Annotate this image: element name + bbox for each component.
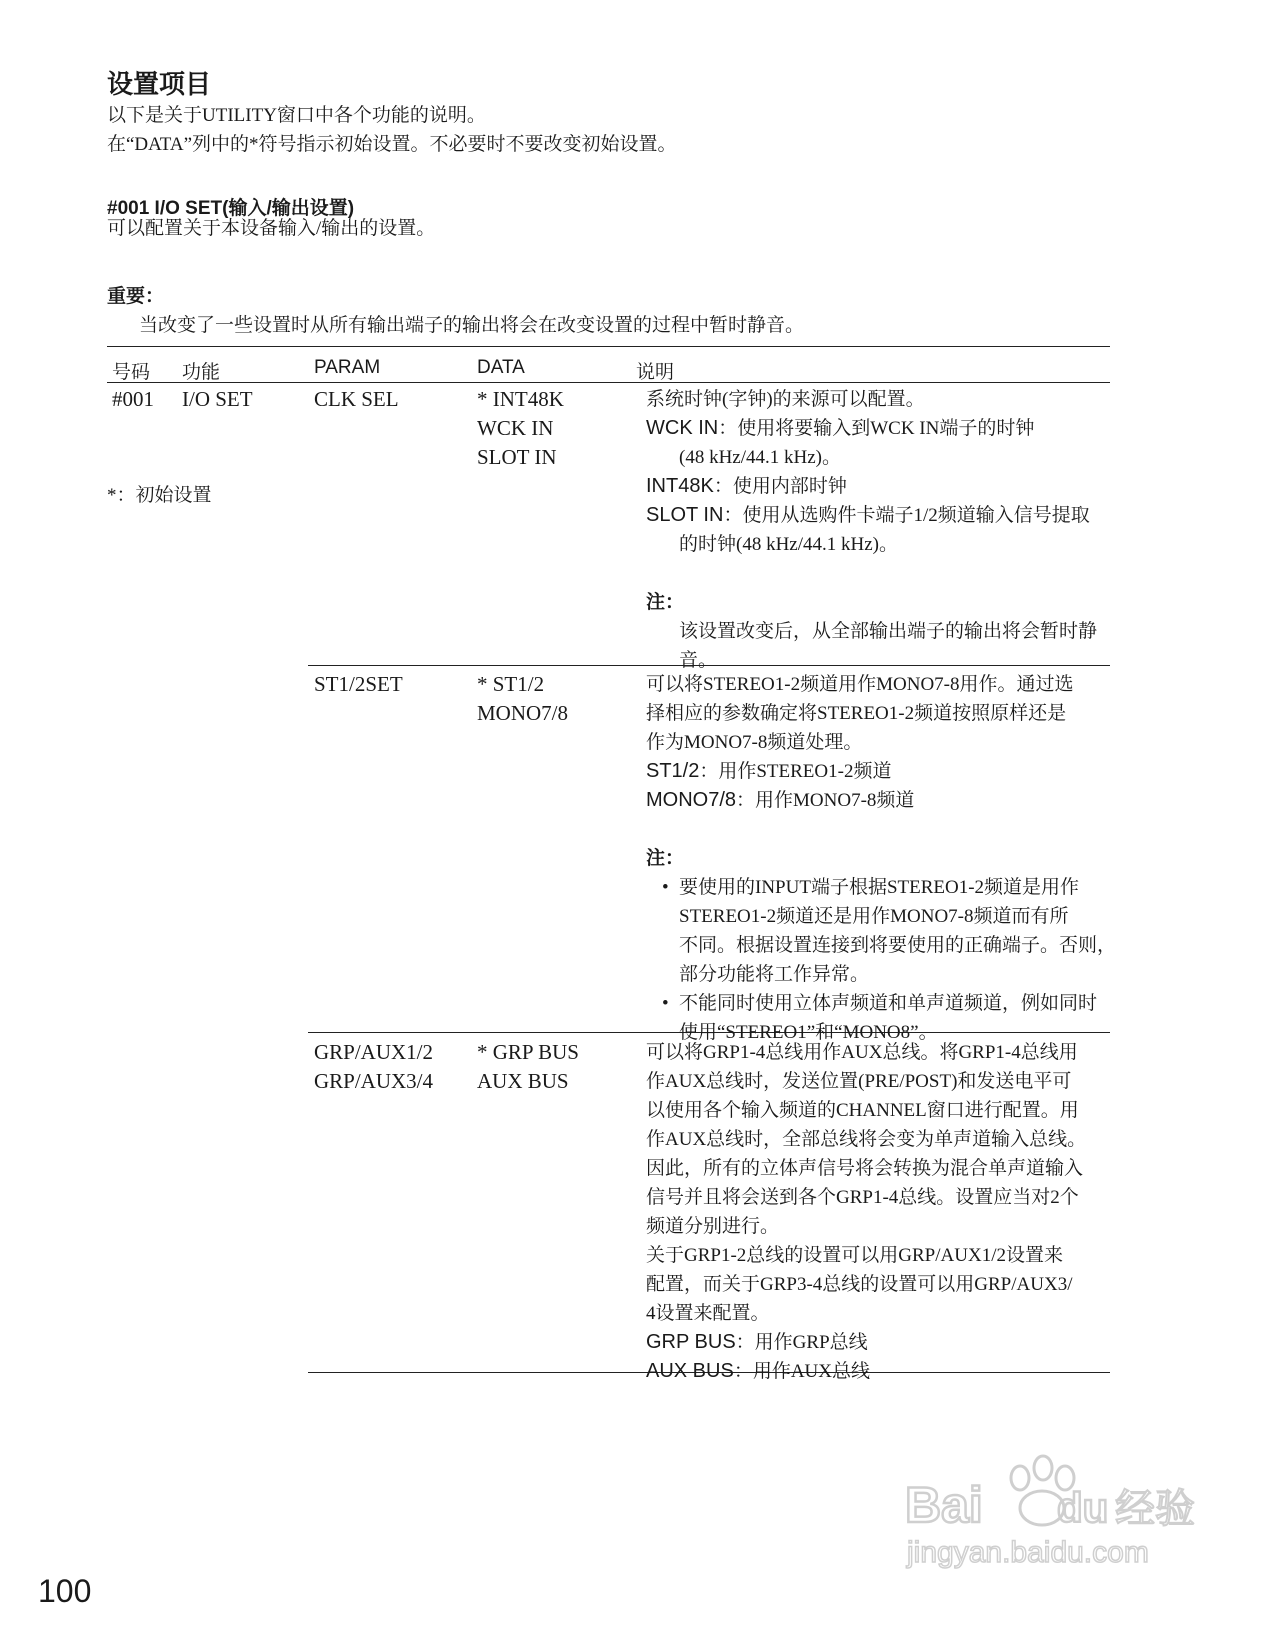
header-number: 号码 (112, 362, 151, 383)
description-line (646, 1357, 1166, 1386)
table-top-rule (107, 346, 1110, 347)
note-label: 注： (646, 592, 685, 613)
header-description: 说明 (636, 362, 675, 383)
option-text: ：用作AUX总线 (733, 1361, 870, 1382)
description-line: 的时钟(48 kHz/44.1 kHz)。 (679, 534, 898, 555)
data-cell (477, 1038, 579, 1096)
option-text: ：使用内部时钟 (713, 476, 847, 497)
page-title: 设置项目 (107, 69, 212, 99)
param-cell (314, 670, 403, 699)
function-name: I/O SET (182, 387, 253, 411)
note-text: 使用“STEREO1”和“MONO8”。 (679, 1022, 938, 1043)
param-value: ST1/2SET (314, 672, 403, 696)
intro-line-2: 在“DATA”列中的*符号指示初始设置。不必要时不要改变初始设置。 (107, 134, 677, 155)
data-value: MONO7/8 (477, 701, 569, 725)
description-line: 可以将GRP1-4总线用作AUX总线。将GRP1-4总线用 (646, 1042, 1078, 1063)
table-header-rule (107, 382, 1110, 383)
description-line (646, 414, 1166, 443)
option-key: GRP BUS (646, 1331, 736, 1353)
data-value: * INT48K (477, 387, 564, 411)
description-line: 系统时钟(字钟)的来源可以配置。 (646, 389, 925, 410)
function-number: #001 (112, 387, 154, 411)
header-param: PARAM (314, 357, 381, 378)
data-cell (477, 670, 568, 728)
svg-text:jingyan.baidu.com: jingyan.baidu.com (907, 1536, 1149, 1569)
initial-setting-note: *：初始设置 (107, 485, 212, 506)
note-bullet-item (646, 873, 1166, 989)
option-key: WCK IN (646, 417, 719, 439)
svg-text:经验: 经验 (1115, 1486, 1195, 1532)
description-line: 以使用各个输入频道的CHANNEL窗口进行配置。用 (646, 1100, 1079, 1121)
param-value: CLK SEL (314, 387, 399, 411)
section-title: #001 I/O SET(输入/输出设置) (107, 198, 355, 219)
param-value: GRP/AUX1/2 (314, 1040, 434, 1064)
note-label: 注： (646, 848, 685, 869)
data-cell (477, 385, 564, 472)
description-line: 配置，而关于GRP3-4总线的设置可以用GRP/AUX3/ (646, 1274, 1073, 1295)
page-number: 100 (38, 1573, 92, 1609)
param-cell (314, 1038, 433, 1096)
description-line: (48 kHz/44.1 kHz)。 (679, 447, 841, 468)
data-value: AUX BUS (477, 1069, 569, 1093)
description-line: 因此，所有的立体声信号将会转换为混合单声道输入 (646, 1158, 1084, 1179)
data-value: * GRP BUS (477, 1040, 579, 1064)
description-line: 关于GRP1-2总线的设置可以用GRP/AUX1/2设置来 (646, 1245, 1063, 1266)
description-cell (646, 385, 1166, 675)
svg-text:Bai: Bai (905, 1477, 983, 1533)
description-line: 作AUX总线时，全部总线将会变为单声道输入总线。 (646, 1129, 1087, 1150)
note-text: STEREO1-2频道还是用作MONO7-8频道而有所 (679, 906, 1069, 927)
description-line (646, 1328, 1166, 1357)
description-line (646, 757, 1166, 786)
description-line: 可以将STEREO1-2频道用作MONO7-8用作。通过选 (646, 674, 1074, 695)
option-key: ST1/2 (646, 760, 700, 782)
description-line: 4设置来配置。 (646, 1303, 770, 1324)
param-value: GRP/AUX3/4 (314, 1069, 434, 1093)
data-value: SLOT IN (477, 445, 557, 469)
note-text: 音。 (679, 650, 718, 671)
description-line (646, 501, 1166, 530)
svg-text:du: du (1057, 1484, 1109, 1531)
description-line: 信号并且将会送到各个GRP1-4总线。设置应当对2个 (646, 1187, 1079, 1208)
intro-line-1: 以下是关于UTILITY窗口中各个功能的说明。 (107, 105, 486, 126)
note-text: 部分功能将工作异常。 (679, 964, 870, 985)
header-data: DATA (477, 357, 525, 378)
option-key: INT48K (646, 475, 714, 497)
header-function: 功能 (182, 362, 221, 383)
description-line (646, 472, 1166, 501)
description-line: 作AUX总线时，发送位置(PRE/POST)和发送电平可 (646, 1071, 1072, 1092)
important-text: 当改变了一些设置时从所有输出端子的输出将会在改变设置的过程中暂时静音。 (139, 315, 805, 336)
option-text: ：使用从选购件卡端子1/2频道输入信号提取 (723, 505, 1090, 526)
option-key: AUX BUS (646, 1360, 734, 1382)
section-description: 可以配置关于本设备输入/输出的设置。 (107, 218, 436, 239)
note-text: 不能同时使用立体声频道和单声道频道，例如同时 (679, 993, 1098, 1014)
description-cell (646, 1038, 1166, 1386)
param-cell (314, 385, 399, 414)
data-value: WCK IN (477, 416, 554, 440)
description-line: 择相应的参数确定将STEREO1-2频道按照原样还是 (646, 703, 1067, 724)
note-text: 要使用的INPUT端子根据STEREO1-2频道是用作 (679, 877, 1080, 898)
bullet-icon: • (662, 877, 669, 898)
description-cell (646, 670, 1166, 1047)
note-text: 该设置改变后，从全部输出端子的输出将会暂时静 (679, 621, 1098, 642)
option-text: ：使用将要输入到WCK IN端子的时钟 (718, 418, 1035, 439)
important-label: 重要： (107, 286, 165, 307)
note-text: 不同。根据设置连接到将要使用的正确端子。否则， (679, 935, 1117, 956)
option-text: ：用作STEREO1-2频道 (699, 761, 892, 782)
option-key: MONO7/8 (646, 789, 737, 811)
description-line: 作为MONO7-8频道处理。 (646, 732, 863, 753)
baidu-watermark-logo (905, 1450, 1205, 1570)
option-text: ：用作MONO7-8频道 (736, 790, 915, 811)
bullet-icon: • (662, 993, 669, 1014)
description-line (646, 786, 1166, 815)
data-value: * ST1/2 (477, 672, 545, 696)
option-key: SLOT IN (646, 504, 724, 526)
option-text: ：用作GRP总线 (735, 1332, 868, 1353)
description-line: 频道分别进行。 (646, 1216, 780, 1237)
